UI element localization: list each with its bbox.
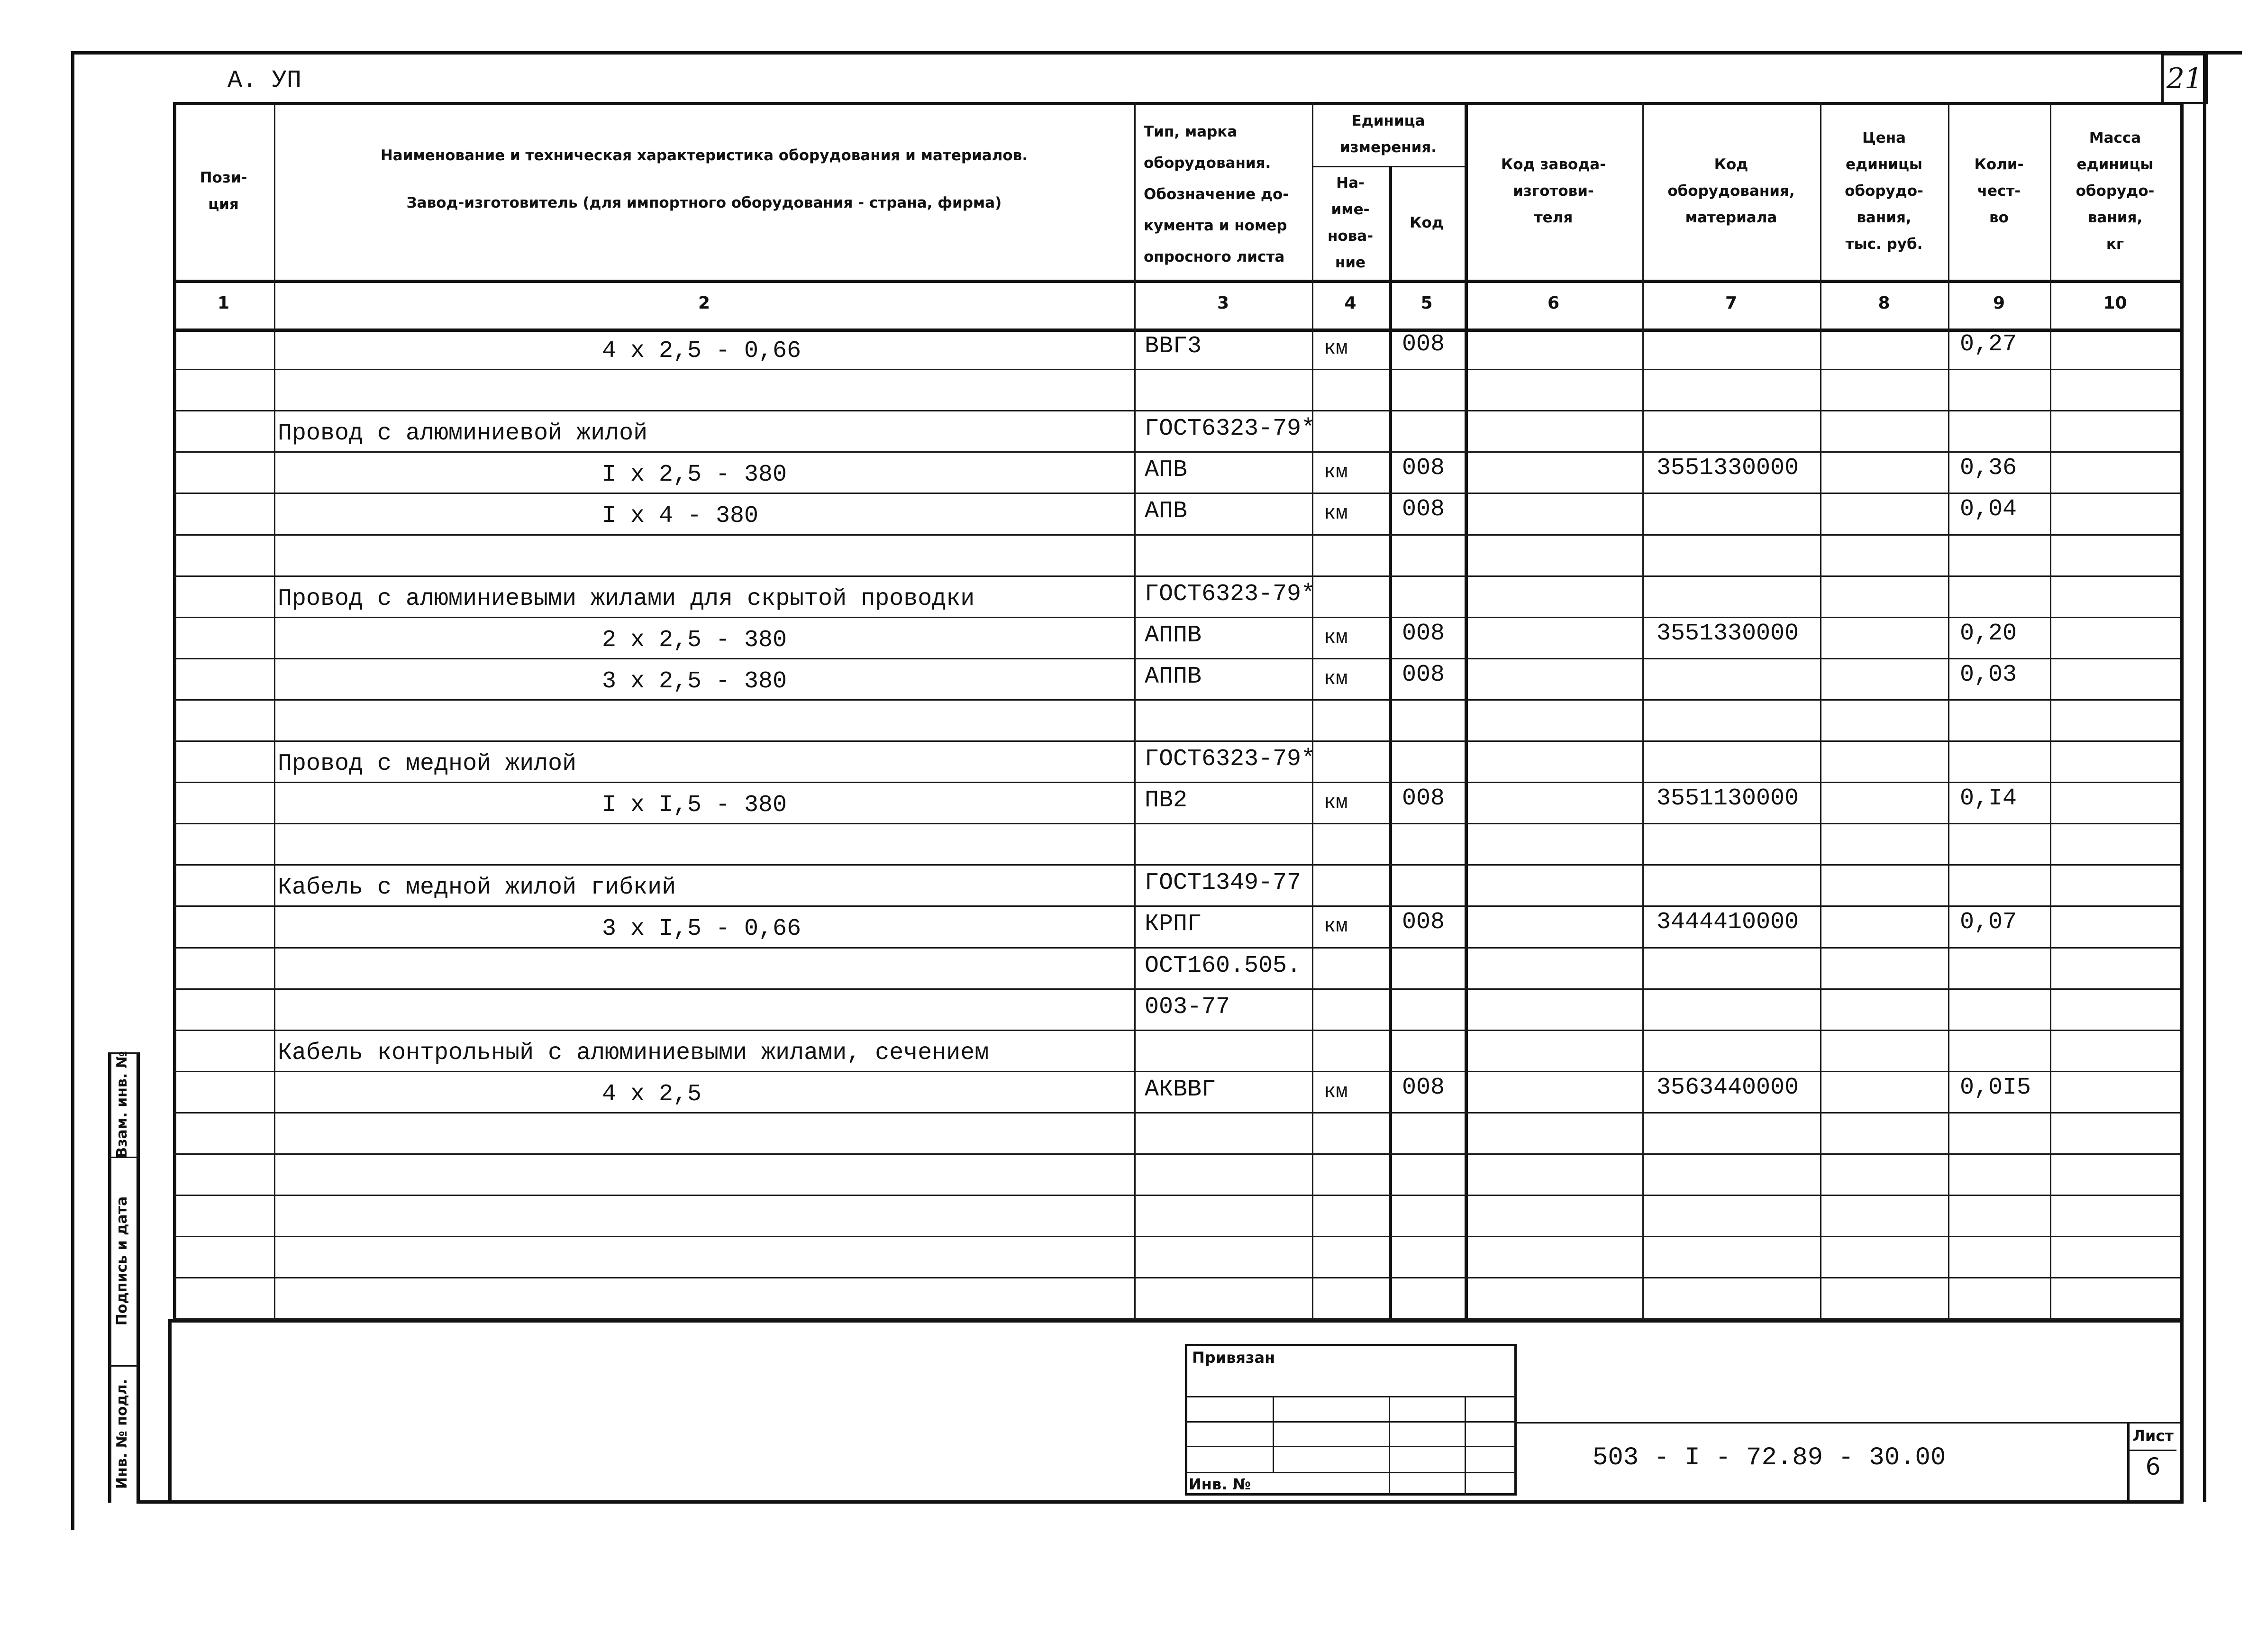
row-name: I x I,5 - 380 xyxy=(602,792,787,819)
row-unit: км xyxy=(1324,337,1348,360)
row-quantity: 0,04 xyxy=(1960,496,2017,523)
row-type: 003-77 xyxy=(1145,993,1230,1021)
document-code: 503 - I - 72.89 - 30.00 xyxy=(1593,1443,1946,1472)
row-name: 3 x 2,5 - 380 xyxy=(602,667,787,695)
row-line xyxy=(173,1030,2180,1031)
header-material-code: Код оборудования, материала xyxy=(1667,155,1795,226)
row-type: АПВ xyxy=(1145,498,1188,525)
row-name: 3 x I,5 - 0,66 xyxy=(602,915,801,943)
row-type: АППВ xyxy=(1145,621,1202,649)
row-line xyxy=(173,905,2180,907)
row-line xyxy=(173,617,2180,618)
row-type: АПВ xyxy=(1145,456,1188,484)
row-name: 4 x 2,5 - 0,66 xyxy=(602,338,801,365)
frame-bottom xyxy=(137,1500,2184,1504)
row-name: Кабель контрольный с алюминиевыми жилами, сечением xyxy=(278,1039,989,1067)
row-unit: км xyxy=(1324,461,1348,484)
row-unit: км xyxy=(1324,1080,1348,1103)
row-line xyxy=(173,988,2180,990)
row-line xyxy=(173,864,2180,866)
row-line xyxy=(173,947,2180,949)
row-line xyxy=(173,1236,2180,1237)
row-unit-code: 008 xyxy=(1402,1074,1445,1101)
row-material-code: 3551130000 xyxy=(1657,785,1799,812)
header-name-line2: Завод-изготовитель (для импортного оборудования - страна, фирма) xyxy=(406,194,1002,211)
row-line xyxy=(173,699,2180,701)
row-line xyxy=(173,451,2180,453)
header-mass: Масса единицы оборудо- вания, кг xyxy=(2076,129,2155,253)
header-maker-code: Код завода- изготови- теля xyxy=(1501,155,1606,226)
row-type: ГОСТ6323-79* xyxy=(1145,580,1316,608)
side-stamp-right xyxy=(137,1052,140,1503)
column-number: 5 xyxy=(1420,293,1433,313)
sheet-box-line xyxy=(2127,1450,2176,1451)
row-name: Кабель с медной жилой гибкий xyxy=(278,874,676,902)
row-line xyxy=(173,782,2180,783)
header-position: Пози- ция xyxy=(200,169,247,213)
row-type: ГОСТ6323-79* xyxy=(1145,746,1316,773)
row-type: КРПГ xyxy=(1145,911,1202,938)
row-type: АППВ xyxy=(1145,663,1202,690)
column-number: 4 xyxy=(1344,293,1357,313)
stamp-line xyxy=(1185,1472,1517,1473)
side-label-inventory: Инв. № подл. xyxy=(114,1378,130,1489)
stamp-vline xyxy=(1465,1396,1466,1496)
row-type: АКВВГ xyxy=(1145,1076,1216,1103)
bottom-left-border xyxy=(168,1319,172,1503)
side-label-signature: Подпись и дата xyxy=(114,1196,130,1326)
row-material-code: 3563440000 xyxy=(1657,1074,1799,1101)
row-line xyxy=(173,823,2180,824)
column-number: 2 xyxy=(698,293,710,313)
header-name-line1: Наименование и техническая характеристика оборудования и материалов. xyxy=(380,147,1028,164)
column-number: 9 xyxy=(1993,293,2005,313)
side-label-replacement: Взам. инв. № xyxy=(114,1051,130,1158)
row-quantity: 0,0I5 xyxy=(1960,1074,2031,1101)
row-name: I x 4 - 380 xyxy=(602,502,759,530)
row-quantity: 0,I4 xyxy=(1960,785,2017,812)
column-number: 8 xyxy=(1878,293,1890,313)
row-line xyxy=(173,369,2180,370)
row-type: ГОСТ6323-79* xyxy=(1145,415,1316,443)
row-quantity: 0,27 xyxy=(1960,331,2017,358)
row-line xyxy=(173,1112,2180,1114)
row-name: Провод с медной жилой xyxy=(278,750,577,777)
column-number: 6 xyxy=(1547,293,1560,313)
row-unit: км xyxy=(1324,915,1348,938)
row-line xyxy=(173,575,2180,577)
row-name: Провод с алюминиевыми жилами для скрытой проводки xyxy=(278,585,975,612)
row-line xyxy=(173,658,2180,659)
row-name: 4 x 2,5 xyxy=(602,1080,702,1108)
row-type: ПВ2 xyxy=(1145,787,1188,814)
body-bottom-border xyxy=(168,1319,2180,1323)
top-label: А. УП xyxy=(228,66,302,94)
header-unit-name: На- име- нова- ние xyxy=(1327,174,1374,271)
row-line xyxy=(173,534,2180,536)
row-unit-code: 008 xyxy=(1402,455,1445,482)
row-unit-code: 008 xyxy=(1402,909,1445,936)
row-type: ВВГ3 xyxy=(1145,333,1202,360)
row-type: ГОСТ1349-77 xyxy=(1145,869,1302,897)
sheet-number: 6 xyxy=(2145,1453,2161,1480)
inventory-label: Инв. № xyxy=(1189,1475,1251,1493)
row-line xyxy=(173,1318,2180,1320)
row-name: 2 x 2,5 - 380 xyxy=(602,626,787,654)
header-unit-group: Единица измерения. xyxy=(1339,112,1437,156)
row-unit-code: 008 xyxy=(1402,785,1445,812)
row-material-code: 3551330000 xyxy=(1657,455,1799,482)
header-price: Цена единицы оборудо- вания, тыс. руб. xyxy=(1845,129,1923,253)
row-name: I x 2,5 - 380 xyxy=(602,461,787,489)
row-unit: км xyxy=(1324,667,1348,690)
row-unit: км xyxy=(1324,626,1348,649)
row-line xyxy=(173,493,2180,494)
row-material-code: 3444410000 xyxy=(1657,909,1799,936)
code-top-line xyxy=(1517,1422,2180,1424)
column-number: 10 xyxy=(2103,293,2127,313)
row-unit-code: 008 xyxy=(1402,331,1445,358)
row-unit-code: 008 xyxy=(1402,620,1445,647)
side-stamp-left xyxy=(108,1052,111,1503)
stamp-line xyxy=(1185,1396,1517,1397)
header-type: Тип, марка оборудования. Обозначение до- кумента и номер опросного листа xyxy=(1144,123,1289,265)
bottom-right-border xyxy=(2180,1319,2184,1503)
row-line xyxy=(173,740,2180,742)
row-unit: км xyxy=(1324,791,1348,814)
corner-mark: 21 xyxy=(2161,53,2208,104)
sheet-label: Лист xyxy=(2132,1427,2174,1445)
row-line xyxy=(173,410,2180,411)
stamp-line xyxy=(1185,1446,1517,1447)
row-name: Провод с алюминиевой жилой xyxy=(278,420,648,447)
row-line xyxy=(173,1153,2180,1155)
column-line xyxy=(2180,102,2184,1319)
column-line xyxy=(1389,166,1392,1319)
row-quantity: 0,07 xyxy=(1960,909,2017,936)
row-material-code: 3551330000 xyxy=(1657,620,1799,647)
row-line xyxy=(173,1195,2180,1196)
row-quantity: 0,03 xyxy=(1960,661,2017,688)
row-quantity: 0,36 xyxy=(1960,455,2017,482)
stamp-line xyxy=(1185,1421,1517,1423)
stamp-vline xyxy=(1273,1396,1274,1472)
bound-label: Привязан xyxy=(1192,1349,1275,1367)
column-number: 3 xyxy=(1217,293,1229,313)
row-unit: км xyxy=(1324,502,1348,525)
row-line xyxy=(173,1277,2180,1278)
number-row-border xyxy=(173,329,2180,332)
row-line xyxy=(173,1071,2180,1072)
row-unit-code: 008 xyxy=(1402,661,1445,688)
row-quantity: 0,20 xyxy=(1960,620,2017,647)
header-quantity: Коли- чест- во xyxy=(1974,155,2024,226)
row-unit-code: 008 xyxy=(1402,496,1445,523)
stamp-vline xyxy=(1389,1396,1390,1496)
column-number: 1 xyxy=(217,293,230,313)
header-unit-code: Код xyxy=(1410,214,1444,231)
row-type: ОСТ160.505. xyxy=(1145,952,1302,979)
column-number: 7 xyxy=(1725,293,1738,313)
